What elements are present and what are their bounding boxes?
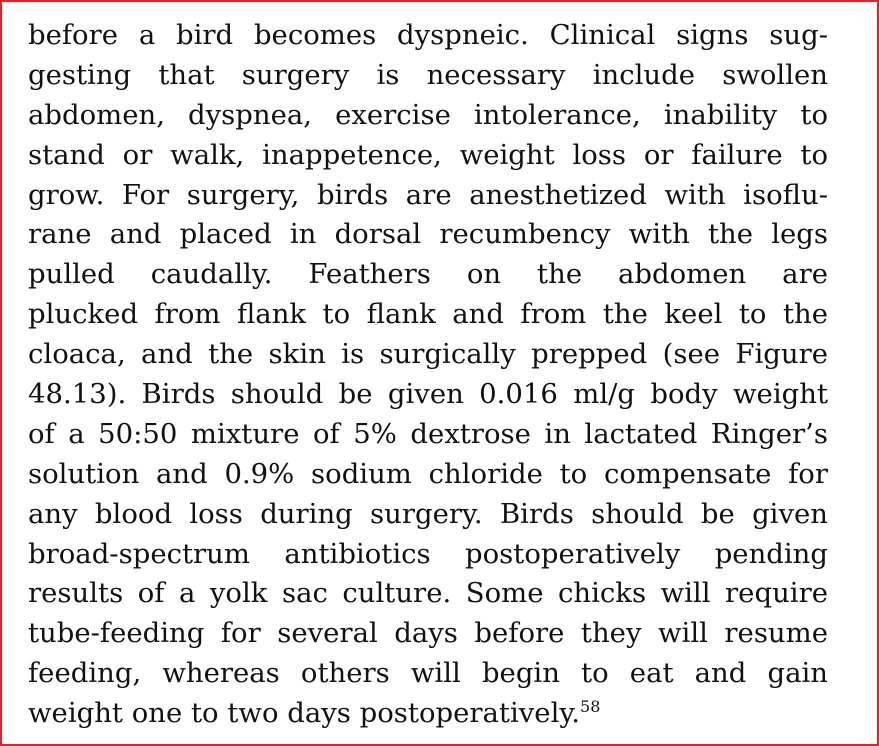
text-line: cloaca, and the skin is surgically prepped (see Figure bbox=[28, 338, 828, 371]
text-line: grow. For surgery, birds are anesthetized with isoflu- bbox=[28, 178, 828, 211]
text-line: of a 50:50 mixture of 5% dextrose in lactated Ringer’s bbox=[28, 417, 828, 450]
text-line: feeding, whereas others will begin to eat and gain bbox=[28, 657, 828, 690]
body-paragraph bbox=[28, 16, 828, 734]
text-line: rane and placed in dorsal recumbency with the legs bbox=[28, 218, 828, 251]
footnote-reference[interactable]: 58 bbox=[580, 697, 601, 717]
text-line: abdomen, dyspnea, exercise intolerance, inability to bbox=[28, 98, 828, 131]
text-line: 48.13). Birds should be given 0.016 ml/g body weight bbox=[28, 378, 828, 411]
text-line-final bbox=[28, 694, 828, 734]
text-line: pulled caudally. Feathers on the abdomen are bbox=[28, 258, 828, 291]
text-line: stand or walk, inappetence, weight loss or failure to bbox=[28, 138, 828, 171]
text-line: before a bird becomes dyspneic. Clinical signs sug- bbox=[28, 19, 828, 51]
text-line: gesting that surgery is necessary include swollen bbox=[28, 58, 828, 91]
text-line: broad-spectrum antibiotics postoperatively pending bbox=[28, 537, 828, 570]
text-line: tube-feeding for several days before they will resume bbox=[28, 617, 828, 650]
final-line-text: weight one to two days postoperatively. bbox=[28, 697, 581, 730]
text-line: results of a yolk sac culture. Some chicks will require bbox=[28, 577, 828, 610]
text-line: solution and 0.9% sodium chloride to compensate for bbox=[28, 457, 828, 490]
text-line: any blood loss during surgery. Birds should be given bbox=[28, 497, 828, 530]
text-line: plucked from flank to flank and from the keel to the bbox=[28, 298, 828, 331]
